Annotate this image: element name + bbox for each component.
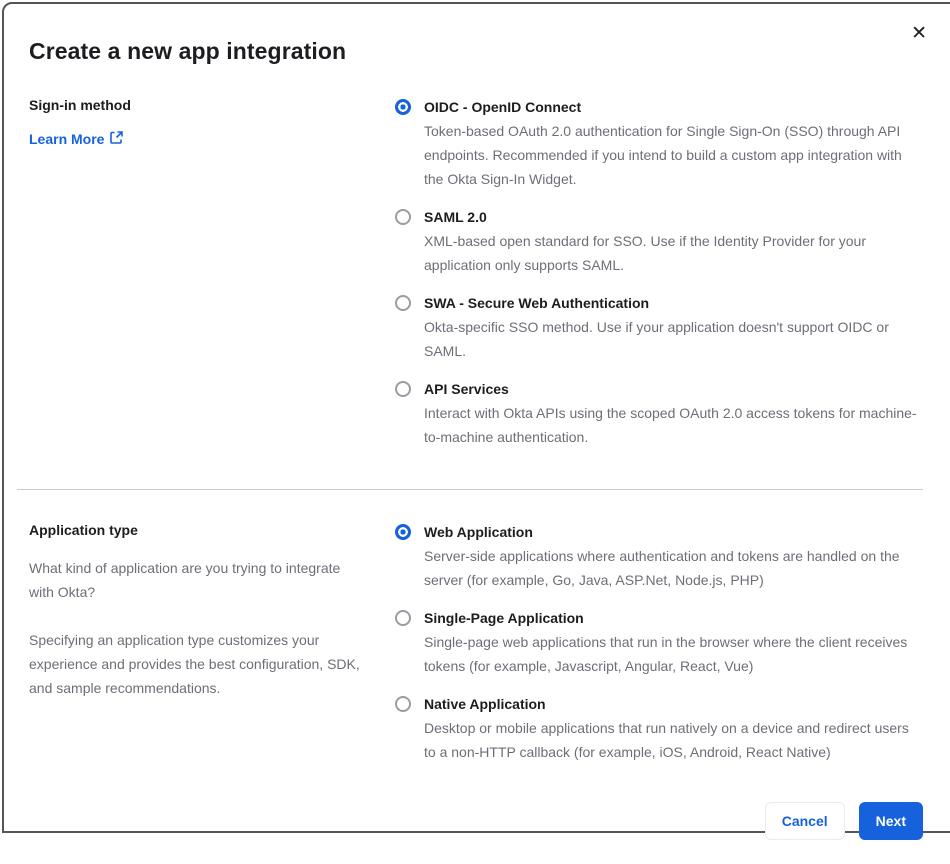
- option-single-page-application-description: Single-page web applications that run in the browser where the client receives tokens (for example, Javascript, Angular, React, Vue): [424, 630, 923, 678]
- option-web-application[interactable]: [395, 520, 923, 592]
- option-oidc-description: Token-based OAuth 2.0 authentication for Single Sign-On (SSO) through API endpoints. Recommended if you intend to build a custom app integration with the Okta Sign-In Widget.: [424, 119, 923, 191]
- radio-api-services[interactable]: [395, 381, 411, 397]
- option-swa-description: Okta-specific SSO method. Use if your application doesn't support OIDC or SAML.: [424, 315, 923, 363]
- option-native-application-description: Desktop or mobile applications that run natively on a device and redirect users to a non-HTTP callback (for example, iOS, Android, React Native): [424, 716, 923, 764]
- radio-single-page-application[interactable]: [395, 610, 411, 626]
- radio-web-application[interactable]: [395, 524, 411, 540]
- option-web-application-label: Web Application: [424, 524, 533, 540]
- sign-in-method-left-column: [29, 95, 395, 463]
- application-type-explanation: Specifying an application type customizes your experience and provides the best configuration, SDK, and sample recommendations.: [29, 628, 369, 700]
- option-saml-description: XML-based open standard for SSO. Use if the Identity Provider for your application only supports SAML.: [424, 229, 923, 277]
- option-api-services-description: Interact with Okta APIs using the scoped OAuth 2.0 access tokens for machine-to-machine authentication.: [424, 401, 923, 449]
- option-api-services[interactable]: [395, 377, 923, 449]
- option-native-application[interactable]: [395, 692, 923, 764]
- section-divider: [17, 489, 923, 490]
- option-native-application-label: Native Application: [424, 696, 546, 712]
- sign-in-method-options: [395, 95, 923, 463]
- option-single-page-application[interactable]: [395, 606, 923, 678]
- learn-more-label: Learn More: [29, 131, 104, 147]
- option-saml-label: SAML 2.0: [424, 209, 487, 225]
- dialog-footer: [29, 802, 923, 864]
- option-web-application-description: Server-side applications where authentication and tokens are handled on the server (for example, Go, Java, ASP.Net, Node.js, PHP): [424, 544, 923, 592]
- close-icon[interactable]: ✕: [911, 24, 927, 43]
- radio-saml[interactable]: [395, 209, 411, 225]
- learn-more-link[interactable]: [29, 131, 123, 147]
- radio-swa[interactable]: [395, 295, 411, 311]
- application-type-left-column: [29, 520, 395, 778]
- application-type-options: [395, 520, 923, 778]
- external-link-icon: [110, 131, 123, 147]
- sign-in-method-label: Sign-in method: [29, 95, 369, 115]
- radio-native-application[interactable]: [395, 696, 411, 712]
- application-type-label: Application type: [29, 520, 369, 540]
- create-app-integration-dialog: [2, 2, 950, 833]
- option-oidc-label: OIDC - OpenID Connect: [424, 99, 581, 115]
- option-swa-label: SWA - Secure Web Authentication: [424, 295, 649, 311]
- option-swa[interactable]: [395, 291, 923, 363]
- cancel-button[interactable]: Cancel: [765, 802, 845, 840]
- option-single-page-application-label: Single-Page Application: [424, 610, 584, 626]
- option-oidc[interactable]: [395, 95, 923, 191]
- application-type-question: What kind of application are you trying to integrate with Okta?: [29, 556, 369, 604]
- dialog-title: Create a new app integration: [29, 38, 923, 65]
- section-application-type: [29, 520, 923, 778]
- next-button[interactable]: Next: [859, 802, 923, 840]
- section-sign-in-method: [29, 95, 923, 463]
- option-saml[interactable]: [395, 205, 923, 277]
- option-api-services-label: API Services: [424, 381, 509, 397]
- radio-oidc[interactable]: [395, 99, 411, 115]
